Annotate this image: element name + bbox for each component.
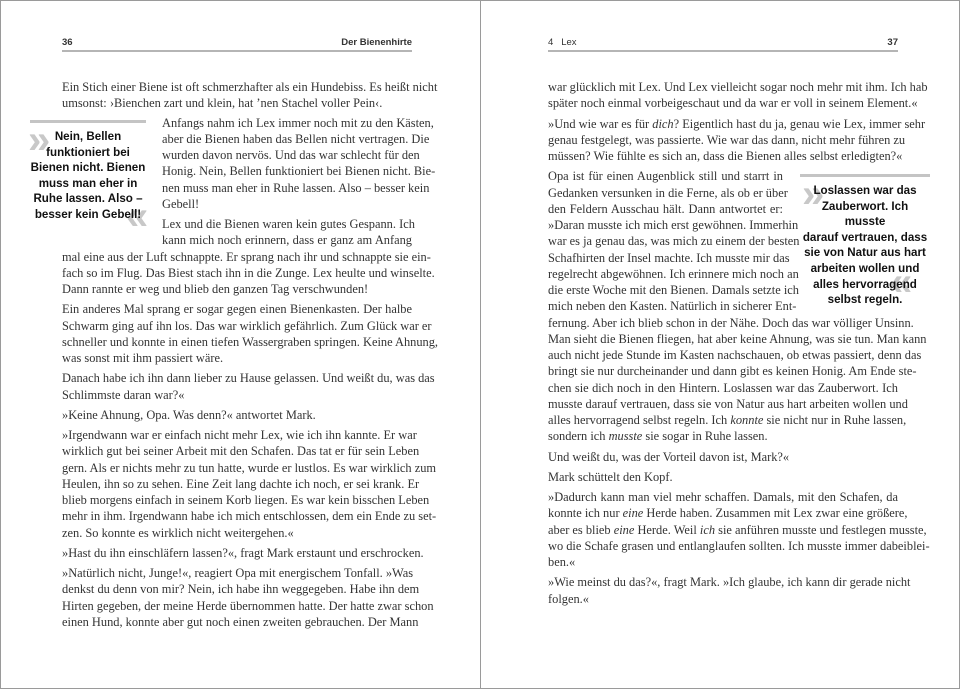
text-line: regelrecht abgewöhnen. Ich erinnere mich noch an: [548, 266, 799, 281]
left-page-header: [62, 36, 412, 52]
text-line: genau festgelegt, was passierte. Wie war das dann, nicht mehr führen zu: [548, 132, 906, 147]
text-line: mehr in ihm. Irgendwann habe ich mich entschlossen, dem ein Ende zu set-: [62, 509, 437, 524]
paragraph: [62, 79, 438, 112]
text-line: Gedanken versunken in die Ferne, als ob er über: [548, 185, 788, 200]
emphasis: eine: [622, 506, 644, 521]
paragraph: [62, 370, 435, 403]
open-quote-icon: »: [802, 172, 825, 216]
emphasis: eine: [613, 522, 635, 537]
text-line: Schwarm ging auf ihn los. Das war wirklich gefährlich. Zum Glück war er: [62, 318, 432, 333]
text-line: Und weißt du, was der Vorteil davon ist, Mark?«: [548, 449, 790, 464]
chapter-title: Lex: [561, 37, 577, 48]
chapter-label: [548, 37, 577, 48]
text-line: chen sie dich noch in den Hintern. Loslassen war das Zauberwort. Ich: [548, 380, 898, 395]
text-line: ben.«: [548, 555, 576, 569]
text-line: Mark schüttelt den Kopf.: [548, 469, 673, 484]
text-line: Honig. Nein, Bellen funktioniert bei Bienen nicht. Bie-: [162, 164, 436, 179]
chapter-number: 4: [548, 37, 554, 48]
paragraph: [548, 469, 898, 485]
text-line: später noch einmal vorbeigeschaut und da war er voll in seinem Element.«: [548, 96, 918, 111]
text-line: zen. So konnte es wirklich nicht weitergehen.«: [62, 525, 294, 540]
text-line: denkst du denn von mir? Nein, ich habe ihn weggegeben. Habe ihn dem: [62, 582, 420, 597]
text-line: alles hervorragend selbst regeln. Ich konnte sie nicht nur in Ruhe lassen,: [548, 413, 907, 427]
paragraph: [62, 427, 437, 541]
right-page-body: [548, 79, 930, 611]
text-line: gern. Als er nichts mehr zu tun hatte, wurde er lustlos. Es war wirklich zum: [62, 460, 437, 475]
text-line: »Daran musste ich mich erst gewöhnen. Immerhin: [548, 218, 799, 232]
text-line: Hirten gegeben, der meine Herde übernommen hatte. Der hatte zwar schon: [62, 598, 434, 613]
text-line: aber es blieb eine Herde. Weil ich sie anführen musste und festlegen musste,: [548, 522, 927, 537]
text-line: wirklich gut bei seiner Arbeit mit den Schafen. Das tat er für sein Leben: [62, 444, 420, 459]
paragraph: [548, 489, 930, 570]
text-line: sondern ich musste sie sogar in Ruhe lassen.: [548, 429, 768, 444]
pull-quote-line: arbeiten wollen und: [810, 261, 920, 275]
text-line: Gebell!: [162, 196, 200, 211]
text-line: musste darauf vertrauen, dass sie von Natur aus hart arbeiten wollen und: [548, 396, 908, 411]
text-line: Heulen, ihn so zu sehen. Eine Zeit lang dachte ich noch, er sei krank. Er: [62, 476, 420, 491]
paragraph: [548, 574, 911, 607]
text-line: einen Hund, konnte aber gut noch einen zweiten gebrauchen. Der Mann: [62, 614, 419, 629]
paragraph: [62, 545, 424, 561]
text-line: kann mich noch erinnern, dass er ganz am Anfang: [162, 233, 412, 248]
paragraph: [62, 407, 412, 423]
open-quote-icon: »: [28, 118, 51, 162]
text-line: Ein Stich einer Biene ist oft schmerzhafter als ein Hundebiss. Es heißt nicht: [62, 80, 438, 94]
text-line: Ein anderes Mal sprang er sogar gegen einen Bienenkasten. Der halbe: [62, 302, 412, 317]
text-line: »Hast du ihn einschläfern lassen?«, fragt Mark erstaunt und erschrocken.: [62, 545, 424, 560]
text-line: Opa ist für einen Augenblick still und starrt in: [548, 169, 783, 184]
text-line: Schafhirten der Insel machte. Ich musste mir das: [548, 250, 790, 265]
page-number: 37: [887, 37, 898, 48]
close-quote-icon: «: [126, 194, 149, 238]
right-page-header: [548, 36, 898, 52]
text-line: Dann rannte er weg und blieb den ganzen Tag verschwunden!: [62, 282, 369, 296]
text-line: schneller und konnte in einen tiefen Wassergraben springen. Keine Ahnung,: [62, 334, 439, 349]
pull-quote-line: besser kein Gebell!: [34, 207, 142, 221]
text-line: was sonst mit ihm passiert wäre.: [62, 351, 224, 365]
pull-quote-line: Zauberwort. Ich musste: [821, 199, 909, 229]
emphasis: ich: [699, 522, 716, 537]
text-line: »Dadurch kann man viel mehr schaffen. Damals, mit den Schafen, da: [548, 490, 898, 504]
emphasis: musste: [608, 429, 643, 444]
text-line: »Keine Ahnung, Opa. Was denn?« antwortet Mark.: [62, 407, 316, 422]
pull-quote-line: muss man eher in: [38, 176, 138, 190]
text-line: nen muss man eher in Ruhe lassen. Also – besser kein: [162, 180, 430, 195]
text-line: »Irgendwann war er einfach nicht mehr Lex, wie ich ihn kannte. Er war: [62, 428, 417, 442]
pull-quote-line: selbst regeln.: [827, 293, 903, 307]
pull-quote-line: darauf vertrauen, dass: [802, 230, 928, 244]
text-line: Man sieht die Bienen fliegen, hat aber keine Ahnung, was sie tun. Man kann: [548, 331, 927, 346]
paragraph: [548, 449, 898, 465]
pull-quote-line: Nein, Bellen: [54, 130, 122, 143]
text-line: konnte ich nur eine Herde haben. Zusammen mit Lex zwar eine größere,: [548, 506, 908, 521]
paragraph: [62, 565, 434, 630]
text-line: den Feldern Ausschau hält. Dann antwortet er:: [548, 201, 783, 216]
paragraph: [62, 301, 439, 366]
paragraph: [62, 216, 435, 297]
text-line: mich neben den Kasten. Natürlich in sicherer Ent-: [548, 299, 797, 314]
text-line: fach so im Flug. Das Biest stach ihn in die Zunge. Lex heulte und winselte.: [62, 265, 435, 280]
pull-quote-text: [30, 129, 146, 223]
text-line: die erste Woche mit den Bienen. Damals setzte ich: [548, 283, 799, 297]
text-line: wo die Schafe grasen und entlanglaufen sollten. Ich musste immer dabeiblei-: [548, 538, 930, 553]
text-line: umsonst: ›Bienchen zart und klein, hat ’nen Stachel voller Pein‹.: [62, 96, 383, 111]
emphasis: konnte: [730, 413, 764, 427]
text-line: bringt sie nur durcheinander und dann gibt es keinen Honig. Am Ende ste-: [548, 364, 917, 379]
text-line: »Und wie war es für dich? Eigentlich hast du ja, genau wie Lex, immer sehr: [548, 116, 926, 131]
text-line: müssen? Wie fühlte es sich an, dass die Bienen alles selbst erledigten?«: [548, 149, 903, 163]
text-line: auch nicht jede Stunde im Kasten nachschauen, ob etwas passiert, denn das: [548, 348, 922, 362]
pull-quote-line: Bienen nicht. Bienen: [30, 161, 146, 175]
pull-quote-line: sie von Natur aus hart: [804, 246, 926, 260]
paragraph: [548, 116, 926, 165]
text-line: war es ja genau das, was mich zu einem der besten: [548, 234, 800, 249]
text-line: »Natürlich nicht, Junge!«, reagiert Opa mit energischem Tonfall. »Was: [62, 566, 414, 580]
book-spine: [480, 0, 481, 689]
text-line: fernung. Aber ich blieb schon in der Nähe. Doch das war völliger Unsinn.: [548, 315, 914, 330]
text-line: folgen.«: [548, 591, 589, 606]
running-title: Der Bienenhirte: [341, 37, 412, 48]
pull-quote-line: Loslassen war das: [813, 184, 917, 197]
text-line: »Wie meinst du das?«, fragt Mark. »Ich glaube, ich kann dir gerade nicht: [548, 575, 911, 590]
close-quote-icon: «: [890, 260, 913, 304]
text-line: Anfangs nahm ich Lex immer noch mit zu den Kästen,: [162, 115, 434, 130]
text-line: aber die Bienen haben das Bellen nicht vertragen. Die: [162, 131, 430, 146]
page-number: 36: [62, 37, 73, 48]
paragraph: [548, 79, 928, 112]
text-line: Schlimmste daran war?«: [62, 387, 185, 402]
text-line: Lex und die Bienen waren kein gutes Gespann. Ich: [162, 217, 415, 231]
text-line: mal eine aus der Luft schnappte. Er sprang nach ihr und schnappte sie ein-: [62, 249, 431, 264]
left-pull-quote: [28, 118, 149, 238]
text-line: blieb morgens einfach in seinem Korb liegen. Es war kein bisschen Leben: [62, 493, 430, 507]
pull-quote-line: Ruhe lassen. Also –: [33, 192, 143, 206]
pull-quote-line: funktioniert bei: [46, 145, 130, 159]
pull-quote-line: alles hervorragend: [813, 277, 917, 291]
text-line: wurden davon nervös. Und das war schlecht für den: [162, 148, 420, 162]
text-line: war glücklich mit Lex. Und Lex vielleicht sogar noch mehr mit ihm. Ich hab: [548, 80, 928, 94]
pull-quote-text: [800, 183, 930, 308]
right-pull-quote: [800, 174, 930, 308]
text-line: Danach habe ich ihn dann lieber zu Hause gelassen. Und weißt du, was das: [62, 371, 435, 386]
emphasis: dich: [652, 116, 674, 131]
